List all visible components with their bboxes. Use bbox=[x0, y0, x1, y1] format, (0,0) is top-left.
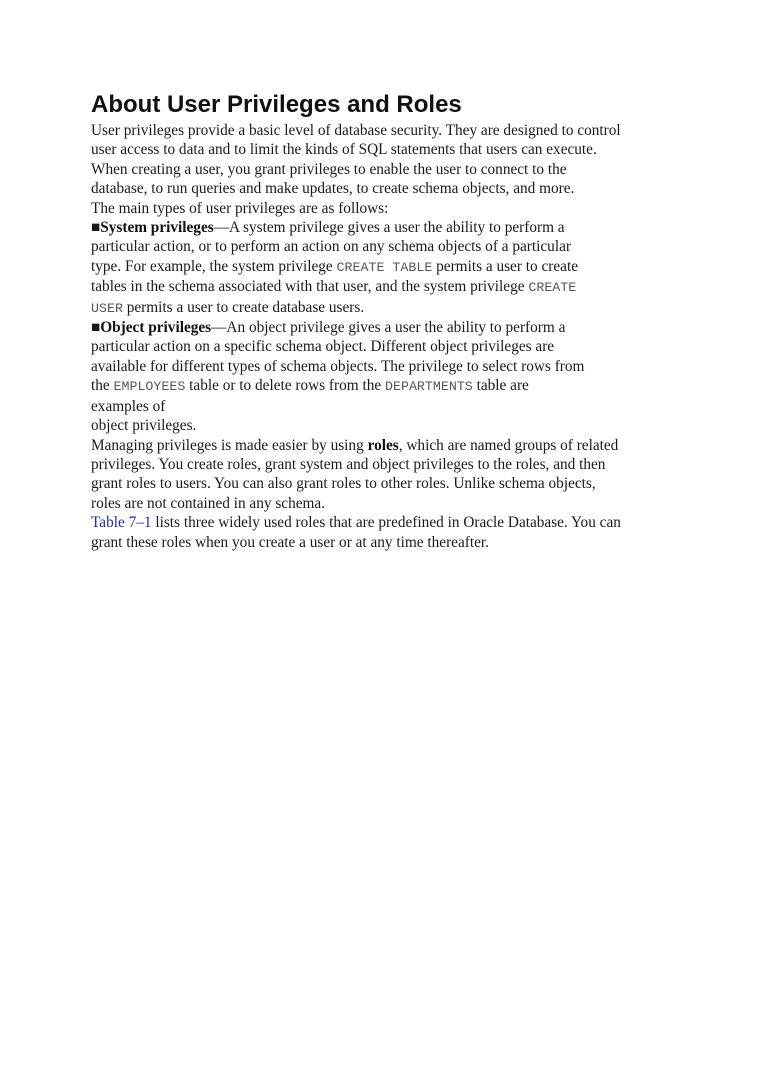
text-line: particular action, or to perform an action on any schema objects of a particular bbox=[91, 238, 571, 256]
code-employees: EMPLOYEES bbox=[113, 379, 186, 395]
text-line bbox=[91, 376, 681, 396]
system-privileges-item bbox=[91, 218, 681, 318]
text-span: type. For example, the system privilege bbox=[91, 257, 337, 275]
text-span: —A system privilege gives a user the ability to perform a bbox=[213, 219, 565, 237]
text-span: table are bbox=[472, 377, 529, 395]
code-departments: DEPARTMENTS bbox=[385, 379, 473, 395]
text-line: user access to data and to limit the kinds of SQL statements that users can execute. bbox=[91, 141, 597, 159]
text-span: the bbox=[91, 377, 114, 395]
text-line bbox=[91, 277, 681, 297]
text-span: permits a user to create bbox=[432, 257, 578, 275]
text-line: roles are not contained in any schema. bbox=[91, 494, 326, 512]
system-privileges-term: System privileges bbox=[100, 219, 214, 237]
document-page bbox=[91, 88, 681, 552]
code-user: USER bbox=[91, 300, 123, 316]
text-line: particular action on a specific schema object. Different object privileges are bbox=[91, 338, 555, 356]
text-span: table or to delete rows from the bbox=[185, 377, 385, 395]
text-line: User privileges provide a basic level of database security. They are designed to control bbox=[91, 122, 621, 139]
table-7-1-link[interactable]: Table 7–1 bbox=[91, 514, 152, 532]
text-line bbox=[91, 436, 681, 455]
intro-paragraph bbox=[91, 121, 681, 218]
text-line bbox=[91, 513, 681, 532]
roles-term: roles bbox=[367, 436, 399, 454]
text-line: database, to run queries and make updates, to create schema objects, and more. bbox=[91, 180, 575, 198]
object-privileges-term: Object privileges bbox=[100, 319, 212, 337]
text-line: privileges. You create roles, grant system and object privileges to the roles, and then bbox=[91, 455, 606, 473]
code-create-table: CREATE TABLE bbox=[336, 259, 433, 275]
text-line bbox=[91, 298, 681, 318]
code-create: CREATE bbox=[528, 280, 577, 296]
text-line: When creating a user, you grant privileges to enable the user to connect to the bbox=[91, 160, 567, 178]
text-span: tables in the schema associated with that user, and the system privilege bbox=[91, 278, 529, 296]
text-line bbox=[91, 257, 681, 277]
bullet-icon: ■ bbox=[91, 319, 101, 337]
text-span: permits a user to create database users. bbox=[122, 298, 365, 316]
text-line: examples of bbox=[91, 397, 166, 415]
object-privileges-item bbox=[91, 318, 681, 435]
text-line: The main types of user privileges are as follows: bbox=[91, 199, 389, 217]
text-span: , which are named groups of related bbox=[398, 436, 619, 454]
roles-paragraph bbox=[91, 436, 681, 514]
text-span: —An object privilege gives a user the ability to perform a bbox=[211, 319, 566, 337]
text-line: object privileges. bbox=[91, 417, 197, 435]
text-line: grant these roles when you create a user or at any time thereafter. bbox=[91, 533, 489, 551]
text-span: Managing privileges is made easier by using bbox=[91, 436, 368, 454]
text-line: grant roles to users. You can also grant roles to other roles. Unlike schema objects, bbox=[91, 475, 596, 493]
bullet-icon: ■ bbox=[91, 219, 101, 237]
text-line bbox=[91, 218, 681, 237]
table-reference-paragraph bbox=[91, 513, 681, 552]
text-line bbox=[91, 318, 681, 337]
page-title: About User Privileges and Roles bbox=[91, 91, 462, 118]
text-span: lists three widely used roles that are predefined in Oracle Database. You can bbox=[151, 514, 621, 532]
text-line: available for different types of schema objects. The privilege to select rows from bbox=[91, 357, 585, 375]
